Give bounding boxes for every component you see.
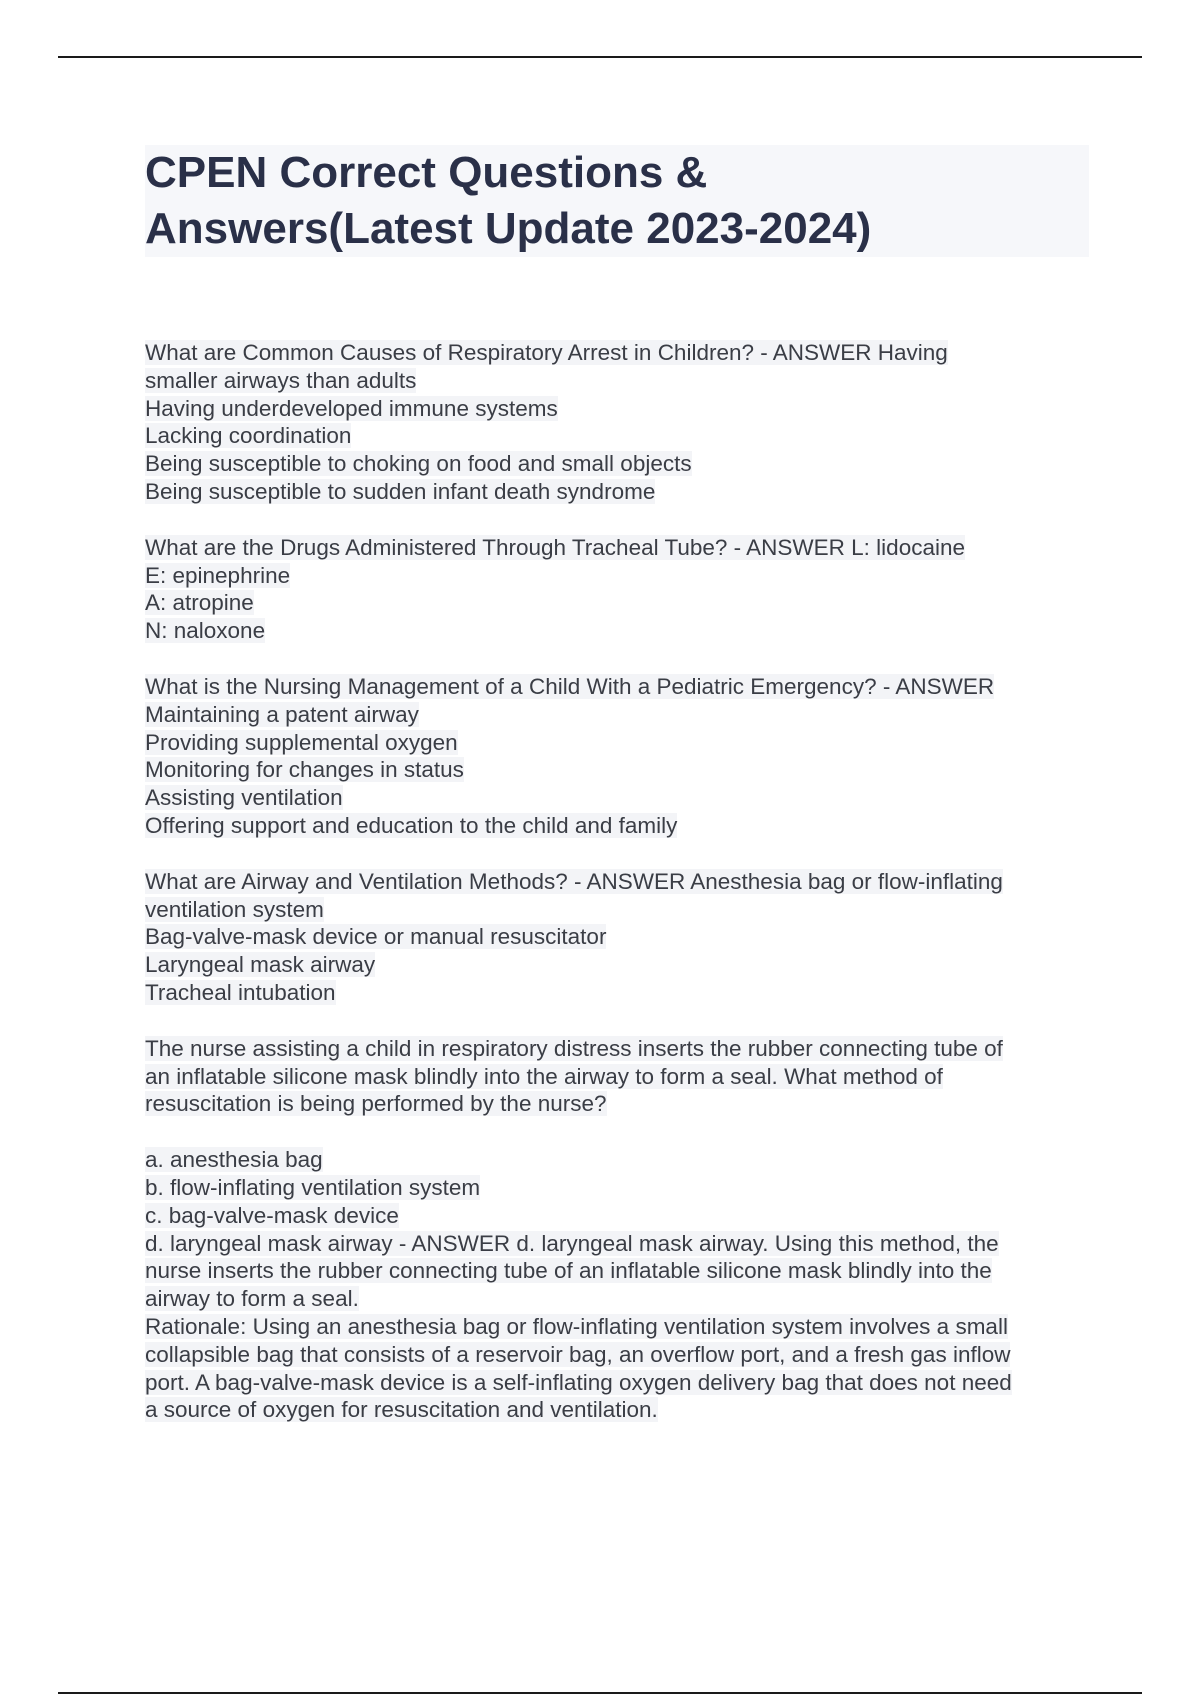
text-line: What are the Drugs Administered Through Tracheal Tube? - ANSWER L: lidocaine: [145, 534, 965, 560]
text-line: What is the Nursing Management of a Child With a Pediatric Emergency? - ANSWER: [145, 673, 995, 699]
spacer: [145, 1118, 1089, 1146]
qa-item-3: [145, 673, 1089, 840]
title-block: [145, 145, 1089, 257]
question-line: The nurse assisting a child in respiratory distress inserts the rubber connecting tube of: [145, 1035, 1003, 1061]
rationale-line: collapsible bag that consists of a reservoir bag, an overflow port, and a fresh gas inflow: [145, 1341, 1011, 1367]
text-line: Bag-valve-mask device or manual resuscitator: [145, 924, 607, 950]
question-line: resuscitation is being performed by the nurse?: [145, 1091, 607, 1117]
qa-item-1: [145, 339, 1089, 506]
text-line: Providing supplemental oxygen: [145, 729, 458, 755]
text-line: Laryngeal mask airway: [145, 952, 376, 978]
question-line: an inflatable silicone mask blindly into the airway to form a seal. What method of: [145, 1063, 943, 1089]
text-line: Lacking coordination: [145, 423, 352, 449]
title-line-1: CPEN Correct Questions &: [145, 148, 708, 197]
answer-line: nurse inserts the rubber connecting tube of an inflatable silicone mask blindly into the: [145, 1258, 992, 1284]
text-line: Having underdeveloped immune systems: [145, 395, 558, 421]
qa-item-4: [145, 868, 1089, 1007]
rationale-line: port. A bag-valve-mask device is a self-inflating oxygen delivery bag that does not need: [145, 1369, 1012, 1395]
text-line: Being susceptible to sudden infant death syndrome: [145, 478, 656, 504]
bottom-divider: [58, 1692, 1142, 1694]
answer-line: airway to form a seal.: [145, 1286, 359, 1312]
text-line: Tracheal intubation: [145, 979, 336, 1005]
text-line: Maintaining a patent airway: [145, 701, 419, 727]
text-line: smaller airways than adults: [145, 367, 417, 393]
text-line: What are Common Causes of Respiratory Arrest in Children? - ANSWER Having: [145, 340, 948, 365]
text-line: ventilation system: [145, 896, 324, 922]
answer-line: d. laryngeal mask airway - ANSWER d. laryngeal mask airway. Using this method, the: [145, 1230, 999, 1256]
text-line: Monitoring for changes in status: [145, 757, 464, 783]
rationale-line: a source of oxygen for resuscitation and ventilation.: [145, 1397, 658, 1423]
text-line: What are Airway and Ventilation Methods? - ANSWER Anesthesia bag or flow-inflating: [145, 868, 1003, 894]
option-line: a. anesthesia bag: [145, 1147, 323, 1173]
text-line: Offering support and education to the child and family: [145, 812, 678, 838]
option-line: b. flow-inflating ventilation system: [145, 1174, 481, 1200]
top-divider: [58, 56, 1142, 58]
qa-item-2: [145, 534, 1089, 645]
qa-content: [145, 339, 1089, 1452]
text-line: Being susceptible to choking on food and small objects: [145, 451, 692, 477]
qa-item-5: [145, 1035, 1089, 1424]
rationale-line: Rationale: Using an anesthesia bag or flow-inflating ventilation system involves a small: [145, 1313, 1008, 1339]
text-line: E: epinephrine: [145, 562, 291, 588]
option-line: c. bag-valve-mask device: [145, 1202, 399, 1228]
text-line: A: atropine: [145, 590, 254, 616]
title-line-2: Answers(Latest Update 2023-2024): [145, 204, 872, 253]
document-title: [145, 145, 1089, 257]
text-line: N: naloxone: [145, 618, 266, 644]
text-line: Assisting ventilation: [145, 785, 343, 811]
